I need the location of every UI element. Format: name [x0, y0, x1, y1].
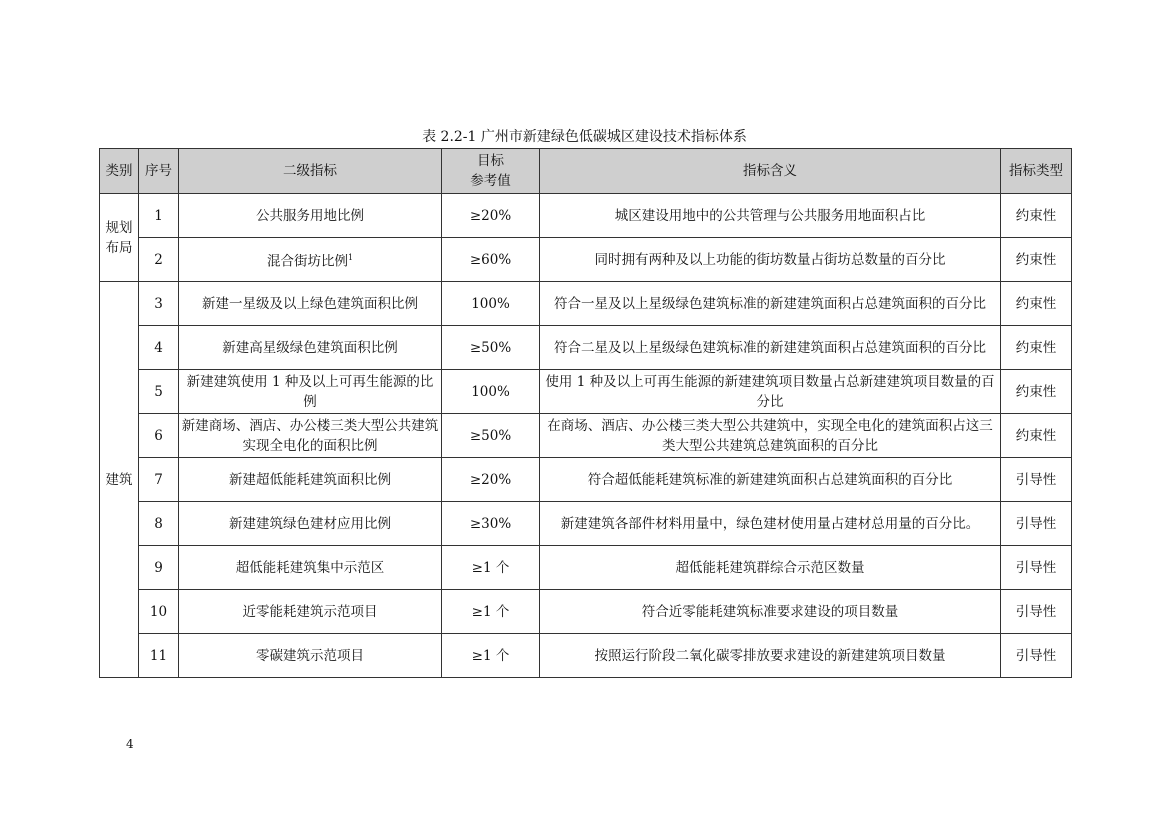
- row-seq: 1: [139, 194, 179, 238]
- header-type: 指标类型: [1001, 149, 1072, 194]
- row-seq: 2: [139, 238, 179, 282]
- row-type: 引导性: [1001, 502, 1072, 546]
- page-number: 4: [126, 737, 134, 751]
- row-indicator: 超低能耗建筑集中示范区: [179, 546, 442, 590]
- row-target: ≥1 个: [442, 546, 540, 590]
- table-row: [100, 502, 1072, 546]
- row-meaning: 符合二星及以上星级绿色建筑标准的新建建筑面积占总建筑面积的百分比: [540, 326, 1001, 370]
- row-target: 100%: [442, 282, 540, 326]
- row-type: 引导性: [1001, 634, 1072, 678]
- row-target: ≥20%: [442, 194, 540, 238]
- row-meaning: 按照运行阶段二氧化碳零排放要求建设的新建建筑项目数量: [540, 634, 1001, 678]
- category-planning: 规划布局: [100, 194, 139, 282]
- table-row: [100, 238, 1072, 282]
- header-indicator: 二级指标: [179, 149, 442, 194]
- row-meaning: 符合近零能耗建筑标准要求建设的项目数量: [540, 590, 1001, 634]
- table-row: [100, 282, 1072, 326]
- row-seq: 8: [139, 502, 179, 546]
- row-seq: 5: [139, 370, 179, 414]
- table-caption: 表 2.2-1 广州市新建绿色低碳城区建设技术指标体系: [422, 129, 747, 145]
- row-indicator: 零碳建筑示范项目: [179, 634, 442, 678]
- row-seq: 4: [139, 326, 179, 370]
- table-row: [100, 414, 1072, 458]
- row-seq: 7: [139, 458, 179, 502]
- row-type: 约束性: [1001, 238, 1072, 282]
- row-target: ≥50%: [442, 326, 540, 370]
- row-type: 约束性: [1001, 282, 1072, 326]
- table-row: [100, 634, 1072, 678]
- table-row: [100, 590, 1072, 634]
- row-meaning: 符合超低能耗建筑标准的新建建筑面积占总建筑面积的百分比: [540, 458, 1001, 502]
- table-row: [100, 194, 1072, 238]
- row-meaning: 在商场、酒店、办公楼三类大型公共建筑中，实现全电化的建筑面积占这三类大型公共建筑总建筑面积的百分比: [540, 414, 1001, 458]
- indicator-text: 混合街坊比例: [266, 253, 348, 270]
- header-target-line1: 目标: [477, 153, 504, 169]
- row-meaning: 超低能耗建筑群综合示范区数量: [540, 546, 1001, 590]
- row-type: 约束性: [1001, 194, 1072, 238]
- row-target: ≥1 个: [442, 590, 540, 634]
- row-indicator: 新建建筑使用 1 种及以上可再生能源的比例: [179, 370, 442, 414]
- table-header-row: [100, 149, 1072, 194]
- row-type: 约束性: [1001, 326, 1072, 370]
- row-meaning: 同时拥有两种及以上功能的街坊数量占街坊总数量的百分比: [540, 238, 1001, 282]
- row-seq: 10: [139, 590, 179, 634]
- footnote-marker: 1: [347, 252, 354, 262]
- row-target: ≥50%: [442, 414, 540, 458]
- row-target: ≥60%: [442, 238, 540, 282]
- row-target: 100%: [442, 370, 540, 414]
- row-indicator: 近零能耗建筑示范项目: [179, 590, 442, 634]
- row-indicator: 新建一星级及以上绿色建筑面积比例: [179, 282, 442, 326]
- row-indicator: 公共服务用地比例: [179, 194, 442, 238]
- table-row: [100, 370, 1072, 414]
- row-seq: 9: [139, 546, 179, 590]
- row-target: ≥30%: [442, 502, 540, 546]
- table-row: [100, 458, 1072, 502]
- row-type: 约束性: [1001, 370, 1072, 414]
- category-building: 建筑: [100, 282, 139, 678]
- row-target: ≥20%: [442, 458, 540, 502]
- row-meaning: 新建建筑各部件材料用量中，绿色建材使用量占建材总用量的百分比。: [540, 502, 1001, 546]
- row-indicator: 新建超低能耗建筑面积比例: [179, 458, 442, 502]
- row-seq: 11: [139, 634, 179, 678]
- row-type: 引导性: [1001, 546, 1072, 590]
- row-seq: 6: [139, 414, 179, 458]
- row-meaning: 使用 1 种及以上可再生能源的新建建筑项目数量占总新建建筑项目数量的百分比: [540, 370, 1001, 414]
- row-meaning: 城区建设用地中的公共管理与公共服务用地面积占比: [540, 194, 1001, 238]
- header-target-line2: 参考值: [470, 173, 511, 189]
- row-type: 引导性: [1001, 590, 1072, 634]
- indicator-table: [99, 148, 1072, 678]
- row-type: 引导性: [1001, 458, 1072, 502]
- table-row: [100, 546, 1072, 590]
- row-indicator: [179, 238, 442, 282]
- row-seq: 3: [139, 282, 179, 326]
- header-category: 类别: [100, 149, 139, 194]
- header-meaning: 指标含义: [540, 149, 1001, 194]
- row-indicator: 新建高星级绿色建筑面积比例: [179, 326, 442, 370]
- row-indicator: 新建商场、酒店、办公楼三类大型公共建筑实现全电化的面积比例: [179, 414, 442, 458]
- header-target: [442, 149, 540, 194]
- row-target: ≥1 个: [442, 634, 540, 678]
- row-meaning: 符合一星及以上星级绿色建筑标准的新建建筑面积占总建筑面积的百分比: [540, 282, 1001, 326]
- row-type: 约束性: [1001, 414, 1072, 458]
- header-seq: 序号: [139, 149, 179, 194]
- table-row: [100, 326, 1072, 370]
- row-indicator: 新建建筑绿色建材应用比例: [179, 502, 442, 546]
